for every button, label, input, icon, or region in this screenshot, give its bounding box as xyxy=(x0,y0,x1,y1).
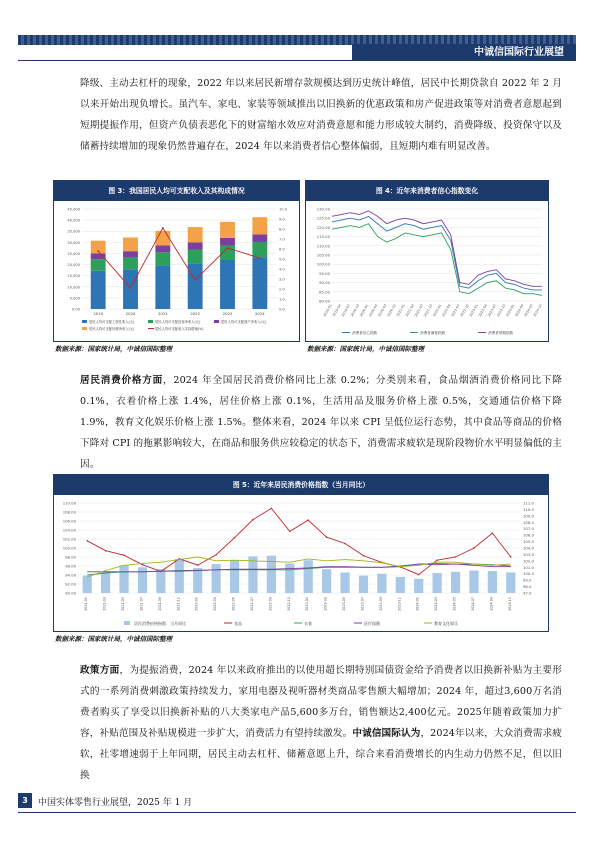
y2-tick-label: 109.0 xyxy=(523,513,534,519)
paragraph-policy-body-a: ，为提振消费，2024 年以来政府推出的以使用超长期特别国债资金给予消费者以旧换新补贴为主要形式的一系列消费刺激政策持续发力，家用电器及视听器材类商品零售额大幅增加；2024 年，超过3,600万名消费者购买了享受以旧换新补贴的八大类家电产品5,600多万台，销售额达2,400亿元。2025年随着政策加力扩容，补贴范围及补贴规模进一步扩大，消费活力有望持续激发。 xyxy=(80,665,562,739)
growth-point xyxy=(194,279,196,281)
x-tick-label: 2022-05 xyxy=(231,597,236,611)
figure-5-source: 数据来源：国家统计局，中诚信国际整理 xyxy=(55,635,172,643)
x-tick-label: 2021-10 xyxy=(422,303,434,318)
legend-label: 居民人均可支配工资性收入(元) xyxy=(89,320,135,324)
bar-segment xyxy=(155,245,170,252)
cpi-bar xyxy=(433,573,442,593)
x-tick-label: 2022-01 xyxy=(432,303,443,318)
bar-segment xyxy=(123,251,138,257)
growth-point xyxy=(259,257,261,259)
series-line xyxy=(332,224,542,296)
bar-segment xyxy=(188,250,203,264)
growth-point xyxy=(227,247,229,249)
x-tick-label: 2020-10 xyxy=(386,303,397,318)
y-tick-label: 25,000 xyxy=(67,251,80,256)
y2-tick-label: 107.0 xyxy=(523,526,534,532)
y-tick-label: 85.00 xyxy=(319,289,330,295)
paragraph-cpi xyxy=(80,370,562,475)
x-tick-label: 2023-04 xyxy=(477,303,489,318)
y2-tick-label: 103.0 xyxy=(523,551,534,557)
bar-segment xyxy=(188,263,203,309)
y-tick-label: 94.00 xyxy=(65,572,76,578)
figure-3-source: 数据来源：国家统计局，中诚信国际整理 xyxy=(55,345,172,353)
x-tick-label: 2024-03 xyxy=(434,597,439,611)
y-tick-label: 125.00 xyxy=(316,215,330,221)
cpi-bar xyxy=(156,569,165,593)
x-tick-label: 2021-04 xyxy=(404,303,416,318)
legend-swatch xyxy=(82,320,87,323)
y2-tick-label: 3.0 xyxy=(279,277,285,282)
footer-rule xyxy=(18,812,576,813)
figure-3-chart xyxy=(54,201,299,341)
y2-tick-label: 100.0 xyxy=(523,571,534,577)
cpi-bar xyxy=(451,572,460,593)
bar-segment xyxy=(123,257,138,269)
x-tick-label: 2021 xyxy=(157,311,168,316)
y-tick-label: 104.00 xyxy=(62,527,76,533)
series-point xyxy=(418,574,420,576)
y-tick-label: 105.00 xyxy=(316,252,330,258)
x-tick-label: 2024-09 xyxy=(489,597,494,611)
x-tick-label: 2019-01 xyxy=(322,303,333,318)
x-tick-label: 2022-11 xyxy=(286,597,291,611)
cpi-bar xyxy=(488,571,497,593)
cpi-bar xyxy=(175,559,184,593)
y-tick-label: 5,000 xyxy=(69,296,80,301)
y2-tick-label: 101.0 xyxy=(523,564,534,570)
bar-segment xyxy=(155,265,170,309)
bar-segment xyxy=(252,257,267,309)
x-tick-label: 2021-05 xyxy=(121,597,126,611)
x-tick-label: 2023-11 xyxy=(397,597,402,611)
y-tick-label: 35,000 xyxy=(67,229,80,234)
legend-label: 居民人均可支配经营净收入(元) xyxy=(155,320,201,324)
y-tick-label: 90.00 xyxy=(65,590,76,596)
legend-label: 教育文化娱乐 xyxy=(434,621,458,626)
series-point xyxy=(473,547,475,549)
cpi-bar xyxy=(285,563,294,593)
x-tick-label: 2023-10 xyxy=(495,303,507,318)
figure-5-chart xyxy=(54,495,548,631)
cpi-bar xyxy=(138,567,147,593)
x-tick-label: 2024-07 xyxy=(470,597,475,611)
cpi-bar xyxy=(119,565,128,593)
x-tick-label: 2021-01 xyxy=(395,303,406,318)
y-tick-label: 40,000 xyxy=(67,218,80,223)
bar-segment xyxy=(123,237,138,251)
y-tick-label: 110.00 xyxy=(62,500,76,506)
series-point xyxy=(123,554,125,556)
paragraph-policy-lead: 政策方面 xyxy=(80,665,120,676)
legend-label: 居民人均可支配收入实际增速(%) xyxy=(155,327,204,331)
x-tick-label: 2020-04 xyxy=(368,303,379,318)
x-tick-label: 2023 xyxy=(222,311,233,316)
x-tick-label: 2022-03 xyxy=(213,597,218,611)
x-tick-label: 2021-09 xyxy=(157,597,162,611)
x-tick-label: 2023-01 xyxy=(468,303,479,318)
x-tick-label: 2024-05 xyxy=(452,597,457,611)
y-tick-label: 10,000 xyxy=(67,285,80,290)
series-point xyxy=(326,536,328,538)
series-point xyxy=(492,532,494,534)
cpi-bar xyxy=(340,572,349,593)
y-tick-label: 110.00 xyxy=(316,243,330,249)
cpi-bar xyxy=(377,574,386,593)
legend-swatch xyxy=(82,327,87,330)
x-tick-label: 2020-01 xyxy=(359,303,370,318)
y-tick-label: 80.00 xyxy=(319,298,330,304)
cpi-bar xyxy=(506,572,515,593)
y-tick-label: 45,000 xyxy=(67,207,80,212)
series-point xyxy=(234,537,236,539)
y2-tick-label: 108.0 xyxy=(523,519,534,525)
series-point xyxy=(142,564,144,566)
y-tick-label: 120.00 xyxy=(316,224,330,230)
x-tick-label: 2020-07 xyxy=(377,303,388,318)
paragraph-cpi-lead: 居民消费价格方面 xyxy=(80,375,164,386)
figure-3 xyxy=(53,180,300,342)
paragraph-policy xyxy=(80,660,562,786)
y2-tick-label: 102.0 xyxy=(523,558,534,564)
growth-point xyxy=(97,250,99,252)
x-tick-label: 2019-04 xyxy=(331,303,342,318)
y2-tick-label: 7.0 xyxy=(279,237,285,242)
series-point xyxy=(363,555,365,557)
legend-swatch xyxy=(124,621,130,625)
x-tick-label: 2024 xyxy=(254,311,265,316)
y-tick-label: 98.00 xyxy=(65,554,76,560)
y2-tick-label: 110.0 xyxy=(523,506,534,512)
series-line xyxy=(332,211,542,286)
bar-segment xyxy=(252,234,267,242)
legend-label: 消费者信心指数 xyxy=(352,331,378,335)
x-tick-label: 2024-01 xyxy=(505,303,516,318)
x-tick-label: 2021-03 xyxy=(102,597,107,611)
x-tick-label: 2021-11 xyxy=(176,597,181,611)
x-tick-label: 2023-07 xyxy=(486,303,498,318)
cpi-bar xyxy=(304,560,313,593)
y-tick-label: 92.00 xyxy=(65,581,76,587)
legend-label: 居民人均可支配财产净收入(元) xyxy=(221,320,267,324)
header-title: 中诚信国际行业展望 xyxy=(352,44,576,61)
bar-segment xyxy=(252,242,267,257)
x-tick-label: 2021-01 xyxy=(84,597,89,611)
series-point xyxy=(215,554,217,556)
x-tick-label: 2022-04 xyxy=(441,303,452,318)
legend-label: 居民人均可支配转移净收入(元) xyxy=(89,327,135,331)
series-point xyxy=(455,556,457,558)
paragraph-consumer-confidence: 降级、主动去杠杆的现象，2022 年以来居民新增存款规模达到历史统计峰值，居民中长期贷款自 2022 年 2 月以来开始出现负增长。虽汽车、家电、家装等领域推出以旧换新的优惠政策和房产促进政策等对消费者意愿起到短期提振作用，但资产负债表恶化下的财富缩水效应对消费意愿和能力形成较大制约，消费降级、投资保守以及储蓄持续增加的现象仍然普遍存在，2024 年以来消费者信心整体偏弱，且短期内难有明显改善。 xyxy=(80,78,562,152)
x-tick-label: 2023-09 xyxy=(378,597,383,611)
x-tick-label: 2021-07 xyxy=(139,597,144,611)
bar-segment xyxy=(91,271,106,309)
x-tick-label: 2022-07 xyxy=(249,597,254,611)
x-tick-label: 2022-10 xyxy=(459,303,470,318)
bar-segment xyxy=(220,260,235,309)
figure-4-source: 数据来源：国家统计局，中诚信国际整理 xyxy=(307,345,424,353)
x-tick-label: 2024-04 xyxy=(514,303,525,318)
x-tick-label: 2023-01 xyxy=(305,597,310,611)
legend-label: 居民消费价格指数：当月同比 xyxy=(134,621,186,626)
cpi-bar xyxy=(212,564,221,593)
y-tick-label: 96.00 xyxy=(65,563,76,569)
x-tick-label: 2020 xyxy=(125,311,136,316)
y2-tick-label: 97.0 xyxy=(523,590,532,596)
y2-tick-label: 1.0 xyxy=(279,297,285,302)
footer-text: 中国实体零售行业展望，2025 年 1 月 xyxy=(38,798,193,808)
cpi-bar xyxy=(83,576,92,593)
x-tick-label: 2024-07 xyxy=(523,303,534,318)
bar-segment xyxy=(123,269,138,309)
legend-label: 消费者预期指数 xyxy=(488,331,514,335)
legend-label: 食品 xyxy=(234,621,242,626)
y-tick-label: 15,000 xyxy=(67,274,80,279)
y-tick-label: 130.00 xyxy=(316,206,330,212)
y-tick-label: 0.00 xyxy=(71,307,80,312)
y2-tick-label: 111.0 xyxy=(523,500,534,506)
x-tick-label: 2023-07 xyxy=(360,597,365,611)
bar-segment xyxy=(220,238,235,245)
y-tick-label: 90.00 xyxy=(319,280,330,286)
bar-segment xyxy=(220,222,235,238)
series-point xyxy=(86,540,88,542)
series-line xyxy=(87,557,511,577)
x-tick-label: 2021-07 xyxy=(413,303,425,318)
y2-tick-label: 5.0 xyxy=(279,257,285,262)
y-tick-label: 102.00 xyxy=(62,536,76,542)
y2-tick-label: 105.0 xyxy=(523,539,534,545)
x-tick-label: 2022-09 xyxy=(268,597,273,611)
series-point xyxy=(271,508,273,510)
y2-tick-label: 10.0 xyxy=(279,207,288,212)
bar-segment xyxy=(188,242,203,249)
legend-label: 医疗保健 xyxy=(364,621,380,626)
x-tick-label: 2019-10 xyxy=(349,303,361,318)
bar-segment xyxy=(155,252,170,265)
y-tick-label: 95.00 xyxy=(319,270,330,276)
cpi-bar xyxy=(469,571,478,594)
cpi-bar xyxy=(101,571,110,593)
header-rule xyxy=(18,60,576,61)
growth-point xyxy=(130,287,132,289)
y2-tick-label: 8.0 xyxy=(279,227,285,232)
y2-tick-label: 98.0 xyxy=(523,584,532,590)
figure-3-title: 图 3：我国居民人均可支配收入及其构成情况 xyxy=(54,181,299,201)
cpi-bar xyxy=(322,569,331,593)
bar-segment xyxy=(188,227,203,242)
figure-5 xyxy=(53,474,549,632)
y-tick-label: 106.00 xyxy=(62,518,76,524)
y-tick-label: 108.00 xyxy=(62,509,76,515)
x-tick-label: 2022 xyxy=(190,311,201,316)
cpi-bar xyxy=(414,579,423,593)
bar-segment xyxy=(252,217,267,234)
figure-4 xyxy=(305,180,549,342)
x-tick-label: 2024-01 xyxy=(415,597,420,611)
series-point xyxy=(105,550,107,552)
bar-segment xyxy=(91,253,106,259)
y2-tick-label: 4.0 xyxy=(279,267,285,272)
legend-swatch xyxy=(148,320,153,323)
x-tick-label: 2022-01 xyxy=(194,597,199,611)
x-tick-label: 2023-03 xyxy=(323,597,328,611)
figure-4-title: 图 4：近年来消费者信心指数变化 xyxy=(306,181,548,201)
x-tick-label: 2024-11 xyxy=(507,597,512,611)
x-tick-label: 2019 xyxy=(93,311,104,316)
y-tick-label: 100.00 xyxy=(62,545,76,551)
x-tick-label: 2022-07 xyxy=(450,303,461,318)
y2-tick-label: 104.0 xyxy=(523,545,534,551)
paragraph-policy-lead-2: 中诚信国际认为 xyxy=(352,728,421,739)
y2-tick-label: 106.0 xyxy=(523,532,534,538)
x-tick-label: 2019-07 xyxy=(340,303,352,318)
series-point xyxy=(197,564,199,566)
cpi-bar xyxy=(248,556,257,593)
figure-5-title: 图 5：近年来居民消费价格指数（当月同比） xyxy=(54,475,548,495)
cpi-bar xyxy=(359,576,368,593)
series-point xyxy=(510,556,512,558)
paragraph-policy-body-b: ，2024年以来，大众消费需求疲软，社零增速弱于上年同期，居民主动去杠杆、储蓄意愿上升，综合来看消费增长的内生动力仍然不足，但以旧换 xyxy=(80,728,562,781)
x-tick-label: 2024-10 xyxy=(532,303,543,318)
figure-4-chart xyxy=(306,201,548,341)
legend-label: 消费者满意指数 xyxy=(420,331,446,335)
x-tick-label: 2023-05 xyxy=(342,597,347,611)
legend-label: 衣着 xyxy=(304,621,312,626)
y-tick-label: 100.00 xyxy=(316,261,330,267)
y2-tick-label: 9.0 xyxy=(279,217,285,222)
y-tick-label: 115.00 xyxy=(316,234,330,240)
y-tick-label: 30,000 xyxy=(67,240,80,245)
page-number: 3 xyxy=(18,793,32,808)
series-point xyxy=(436,559,438,561)
legend-swatch xyxy=(214,320,219,323)
y2-tick-label: 6.0 xyxy=(279,247,285,252)
cpi-bar xyxy=(193,568,202,593)
y2-tick-label: 2.0 xyxy=(279,287,285,292)
series-point xyxy=(289,531,291,533)
growth-line xyxy=(98,228,260,288)
series-point xyxy=(307,519,309,521)
series-point xyxy=(252,519,254,521)
series-line xyxy=(87,563,511,575)
series-point xyxy=(344,543,346,545)
cpi-bar xyxy=(230,560,239,593)
y-tick-label: 20,000 xyxy=(67,263,80,268)
y2-tick-label: 0.0 xyxy=(279,307,285,312)
cpi-bar xyxy=(396,577,405,593)
y2-tick-label: 99.0 xyxy=(523,577,532,583)
bar-segment xyxy=(91,259,106,271)
paragraph-cpi-body: ，2024 年全国居民消费价格同比上涨 0.2%；分类别来看，食品烟酒消费价格同比下降 0.1%，衣着价格上涨 1.4%，居住价格上涨 0.1%，生活用品及服务价格上涨 0.5%，交通通信价格下降 1.9%，教育文化娱乐价格上涨 1.5%。整体来看，2024 年以来 CPI 呈低位运行态势，其中食品等商品的价格下降对 CPI 的拖累影响较大，在商品和服务供应较稳定的状态下，消费需求疲软是现阶段物价水平明显偏低的主因。 xyxy=(80,375,562,470)
growth-point xyxy=(162,227,164,229)
